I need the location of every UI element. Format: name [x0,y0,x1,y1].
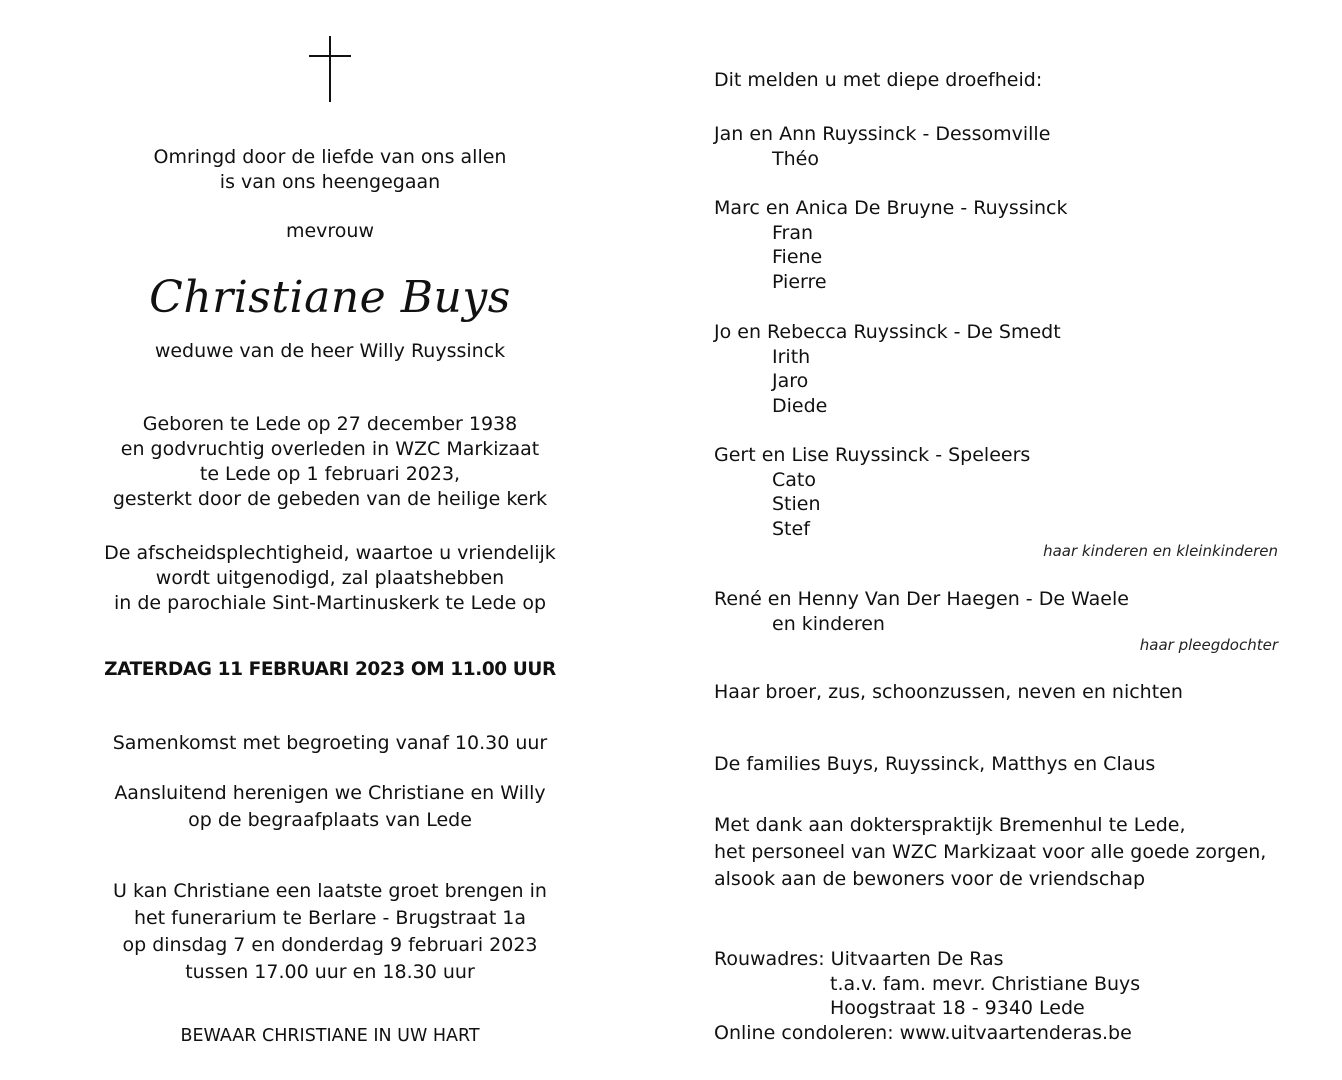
birth-line: gesterkt door de gebeden van de heilige kerk [112,488,548,510]
thanks-line: het personeel van WZC Markizaat voor alle goede zorgen, [714,841,1267,863]
family-child: Jaro [772,370,809,393]
visit-line: U kan Christiane een laatste groet brengen in [113,880,547,902]
family-parents: Jo en Rebecca Ruyssinck - De Smedt [714,321,1061,343]
ceremony-text [0,541,660,616]
visit-text [0,878,660,986]
family-parents: Gert en Lise Ruyssinck - Speleers [714,444,1031,466]
family-child: Diede [772,394,828,417]
family-block [714,122,1050,171]
reunion-line: op de begraafplaats van Lede [188,809,472,831]
reunion-line: Aansluitend herenigen we Christiane en Willy [114,782,546,804]
family-child: Cato [772,468,816,491]
thanks-line: alsook aan de bewoners voor de vriendschap [714,868,1146,890]
gathering-text: Samenkomst met begroeting vanaf 10.30 uur [112,732,548,754]
birth-line: Geboren te Lede op 27 december 1938 [142,413,518,435]
address-line: Hoogstraat 18 - 9340 Lede [830,997,1085,1020]
birth-line: en godvruchtig overleden in WZC Markizaat [120,438,540,460]
family-child: Stien [772,493,821,516]
family-parents: Marc en Anica De Bruyne - Ruyssinck [714,197,1068,219]
cross-icon [0,36,660,104]
thanks-text [714,812,1266,893]
ceremony-line: in de parochiale Sint-Martinuskerk te Lede op [114,592,546,614]
intro-line: is van ons heengegaan [219,171,441,193]
families-line: De families Buys, Ruyssinck, Matthys en Claus [714,753,1156,775]
siblings-text: Haar broer, zus, schoonzussen, neven en nichten [714,681,1183,703]
address-line: Rouwadres: Uitvaarten De Ras [714,948,1004,970]
family-child: Irith [772,345,811,368]
foster-label: haar pleegdochter [1139,636,1278,654]
ceremony-line: De afscheidsplechtigheid, waartoe u vriendelijk [104,542,556,564]
birth-line: te Lede op 1 februari 2023, [199,463,461,485]
family-block [714,443,1030,541]
deceased-name: Christiane Buys [149,272,511,323]
reunion-text [0,780,660,834]
family-child: Stef [772,517,810,540]
ceremony-line: wordt uitgenodigd, zal plaatshebben [155,567,505,589]
intro-line: Omringd door de liefde van ons allen [153,146,507,168]
family-block [714,196,1068,294]
foster-parents: René en Henny Van Der Haegen - De Waele [714,588,1129,610]
visit-line: het funerarium te Berlare - Brugstraat 1a [133,907,527,929]
intro-text [0,145,660,195]
family-child: Pierre [772,270,827,293]
closing-text: BEWAAR CHRISTIANE IN UW HART [180,1026,480,1046]
ceremony-date: ZATERDAG 11 FEBRUARI 2023 OM 11.00 UUR [104,659,556,680]
family-parents: Jan en Ann Ruyssinck - Dessomville [714,123,1051,145]
thanks-line: Met dank aan dokterspraktijk Bremenhul te Lede, [714,814,1186,836]
family-block [714,320,1061,418]
children-label: haar kinderen en kleinkinderen [1043,542,1278,560]
announce-text: Dit melden u met diepe droefheid: [714,69,1043,91]
foster-block [714,587,1129,636]
visit-line: op dinsdag 7 en donderdag 9 februari 2023 [122,934,538,956]
family-child: Fran [772,221,814,244]
visit-line: tussen 17.00 uur en 18.30 uur [185,961,475,983]
left-panel [0,0,660,1080]
address-line: t.a.v. fam. mevr. Christiane Buys [830,972,1141,995]
birth-death-text [0,412,660,512]
address-block [714,947,1140,1045]
right-panel [714,0,1314,1080]
widow-text: weduwe van de heer Willy Ruyssinck [154,340,506,362]
foster-child: en kinderen [772,612,885,635]
title-text: mevrouw [285,220,375,242]
family-child: Fiene [772,246,823,269]
family-child: Théo [772,147,819,170]
condolence-line: Online condoleren: www.uitvaartenderas.be [714,1021,1132,1044]
